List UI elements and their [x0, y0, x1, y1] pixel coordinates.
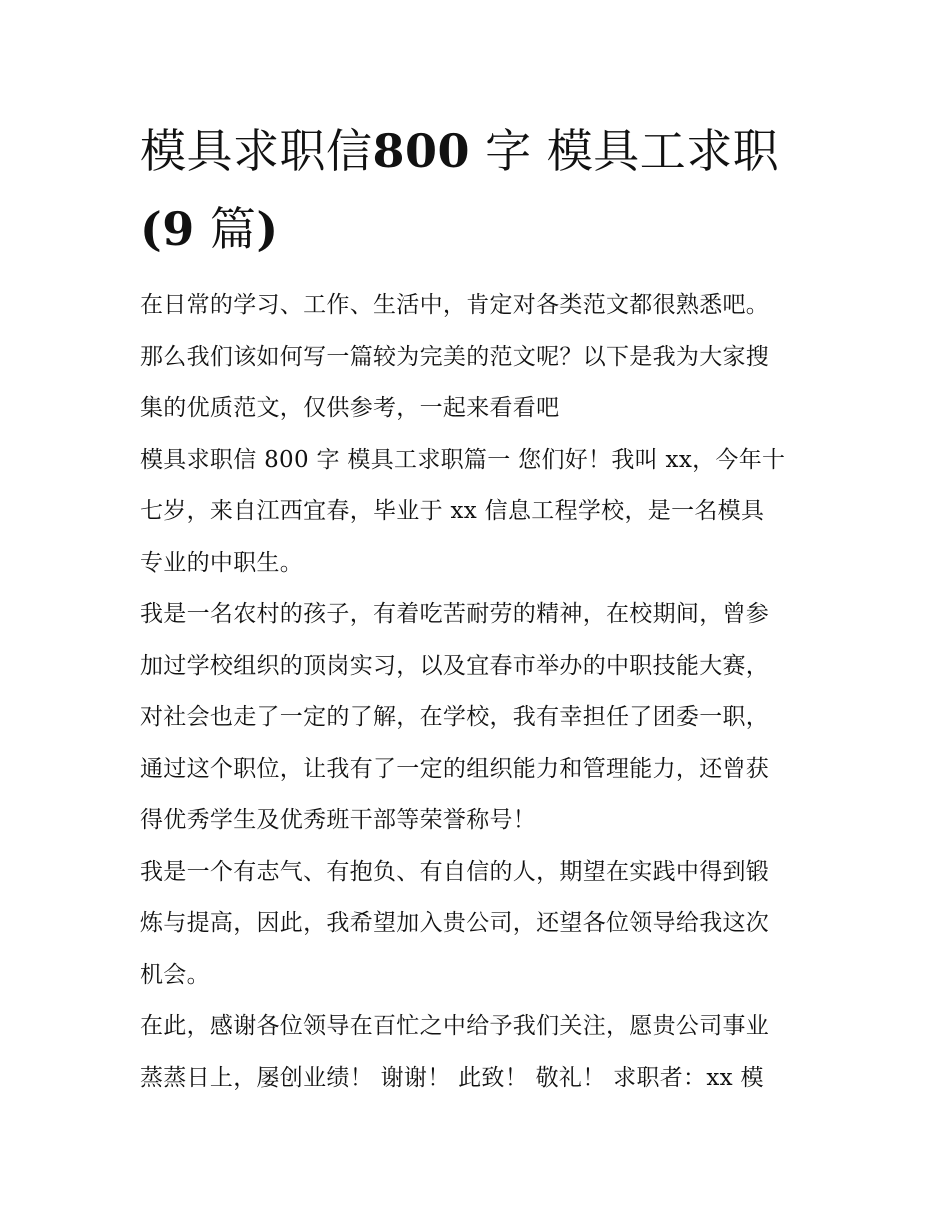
title-line-1-rest: 字 模具工求职 — [470, 124, 780, 178]
title-line-2-close: ) — [256, 202, 279, 256]
paragraph-line: 在此，感谢各位领导在百忙之中给予我们关注，愿贵公司事业 — [140, 1013, 770, 1039]
paragraph-aspiration — [140, 847, 812, 1002]
title-line-1-prefix: 模具求职信 — [140, 124, 373, 178]
paragraph-line: 七岁，来自江西宜春，毕业于 xx 信息工程学校，是一名模具 — [140, 498, 765, 524]
paragraph-background — [140, 589, 812, 847]
paragraph-line: 专业的中职生。 — [140, 549, 304, 576]
paragraph-line: 模具求职信 800 字 模具工求职篇一 您们好！我叫 xx，今年十 — [140, 446, 786, 473]
paragraph-line: 得优秀学生及优秀班干部等荣誉称号！ — [140, 807, 537, 833]
paragraph-line: 通过这个职位，让我有了一定的组织能力和管理能力，还曾获 — [140, 755, 770, 782]
title-line-2-word: 篇 — [194, 202, 257, 256]
paragraph-line: 那么我们该如何写一篇较为完美的范文呢？以下是我为大家搜 — [140, 343, 770, 370]
paragraph-line: 我是一个有志气、有抱负、有自信的人，期望在实践中得到锻 — [140, 858, 770, 885]
paragraph-letter-opening — [140, 435, 812, 590]
paragraph-closing — [140, 1001, 812, 1104]
title-line-1-number: 800 — [372, 124, 471, 178]
paragraph-line: 对社会也走了一定的了解，在学校，我有幸担任了团委一职， — [140, 704, 770, 730]
title-line-1 — [140, 112, 812, 190]
paragraph-line: 炼与提高，因此，我希望加入贵公司，还望各位领导给我这次 — [140, 910, 770, 936]
title-line-2 — [140, 190, 812, 268]
paragraph-line: 机会。 — [140, 961, 210, 988]
paragraph-line: 加过学校组织的顶岗实习，以及宜春市举办的中职技能大赛， — [140, 652, 770, 679]
document-body — [140, 280, 812, 1104]
paragraph-line: 集的优质范文，仅供参考，一起来看看吧 — [140, 395, 560, 421]
document-content — [140, 112, 812, 1104]
paragraph-intro — [140, 280, 812, 435]
title-line-2-open: (9 — [140, 202, 195, 256]
paragraph-line: 在日常的学习、工作、生活中，肯定对各类范文都很熟悉吧。 — [140, 292, 770, 318]
paragraph-line: 我是一名农村的孩子，有着吃苦耐劳的精神，在校期间，曾参 — [140, 601, 770, 627]
document-title — [140, 112, 812, 268]
paragraph-line: 蒸蒸日上，屡创业绩！ 谢谢！ 此致！ 敬礼！ 求职者：xx 模 — [140, 1064, 764, 1091]
